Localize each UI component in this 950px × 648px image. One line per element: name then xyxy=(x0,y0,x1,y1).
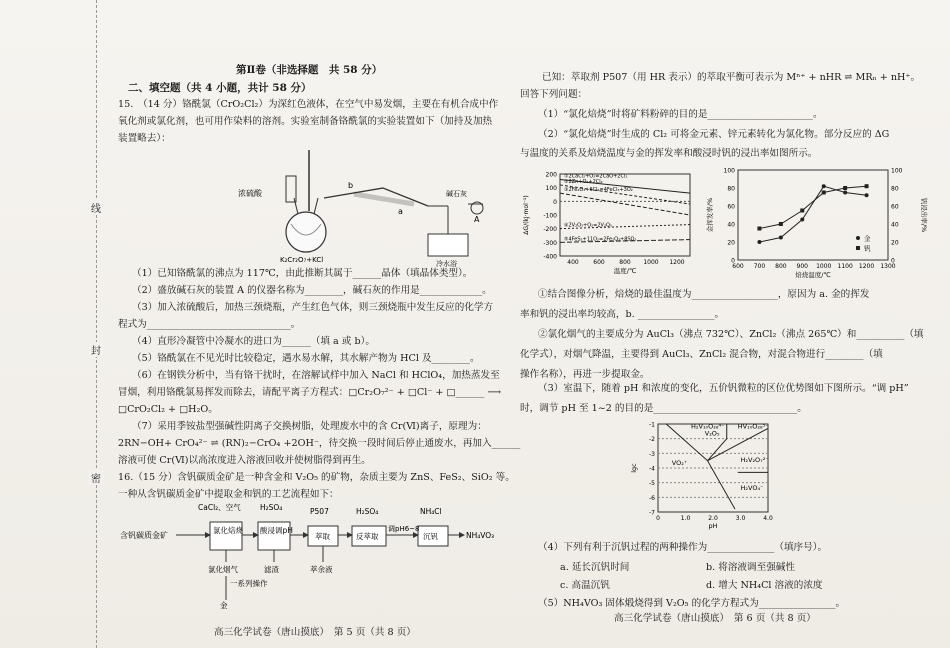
y-tick-label: -1 xyxy=(649,421,655,429)
flow-box-label: 氯化焙烧 xyxy=(213,526,243,535)
y2-tick-label: 80 xyxy=(891,185,899,193)
y-tick-label: 20 xyxy=(727,239,735,247)
y-axis-label: 金挥发率/% xyxy=(706,197,714,233)
x-axis-label: 焙烧温度/℃ xyxy=(795,271,831,279)
given-line: 已知：萃取剂 P507（用 HR 表示）的萃取平衡可表示为 Mⁿ⁺ + nHR ⇌ MRₙ + nH⁺。 xyxy=(542,72,921,83)
y-tick-label: 0 xyxy=(553,198,557,206)
x-tick-label: 800 xyxy=(775,263,787,270)
flow-output: 滤渣 xyxy=(264,565,279,574)
data-point xyxy=(843,191,847,195)
x-tick-label: 600 xyxy=(593,259,605,266)
region-label: HV₁₀O₂₈⁵⁻ xyxy=(737,422,769,431)
flow-box-label: 酸浸调pH xyxy=(260,526,293,535)
flow-product: NH₄VO₃ xyxy=(466,531,495,540)
label-ice: 冷水浴 xyxy=(436,260,457,268)
x-tick-label: 3.0 xyxy=(735,515,746,522)
y-tick-label: -2 xyxy=(649,436,655,444)
q15-line: 氧化剂或氯化剂，也可用作染料的溶剂。实验室制备铬酰氯的实验装置如下（加持及加热 xyxy=(118,116,493,127)
series-line xyxy=(759,186,866,242)
q15-part: □CrO₂Cl₂ + □H₂O。 xyxy=(118,404,218,415)
flow-reagent: NH₄Cl xyxy=(420,507,442,516)
q15-part: （3）加入浓硫酸后，加热三颈烧瓶，产生红色气体，则三颈烧瓶中发生反应的化学方 xyxy=(132,302,494,313)
region-label: V₂O₅ xyxy=(704,429,720,438)
q15-part: （4）直形冷凝管中冷凝水的进口为______（填 a 或 b）。 xyxy=(132,336,375,347)
series-label: ③2Fe₂O₃+6Cl₂=4FeCl₃+3O₂ xyxy=(564,187,633,194)
x-tick-label: 700 xyxy=(753,263,766,270)
data-point xyxy=(800,218,804,222)
legend-label: 金 xyxy=(864,234,871,243)
apparatus-diagram xyxy=(178,146,488,266)
q16-part: （3）室温下，随着 pH 和浓度的变化，五价钒微粒的区位优势图如下图所示。“调 pH” xyxy=(538,383,909,394)
q15-part: （2）盛放碱石灰的装置 A 的仪器名称为________，碱石灰的作用是_____________。 xyxy=(132,285,492,296)
given-line: 回答下列问题： xyxy=(520,89,588,100)
option-d: d. 增大 NH₄Cl 溶液的浓度 xyxy=(706,580,823,591)
flow-box-label: 反萃取 xyxy=(356,532,379,541)
flow-reagent: H₂SO₄ xyxy=(260,503,283,512)
region-label: H₂VO₄⁻ xyxy=(740,484,764,492)
y2-tick-label: 60 xyxy=(891,203,899,211)
q16-part: 化学式），对烟气降温，主要得到 AuCl₃、ZnCl₂ 混合物，对混合物进行________（填 xyxy=(520,349,883,360)
y-tick-label: -100 xyxy=(543,212,557,220)
x-tick-label: 600 xyxy=(732,263,744,270)
y-tick-label: -4 xyxy=(649,465,655,473)
label-b: b xyxy=(348,181,354,190)
vanadium-predominance-chart xyxy=(630,418,790,536)
y-axis-label: lgc xyxy=(630,463,638,473)
q16-line: 16.（15 分）含钒碳质金矿是一种含金和 V₂O₅ 的矿物，杂质主要为 ZnS、FeS₂、SiO₂ 等。 xyxy=(118,472,515,483)
x-tick-label: 900 xyxy=(796,263,809,270)
data-point xyxy=(800,209,804,213)
flow-series-op: 一系列操作 xyxy=(230,579,268,588)
q15-part: 程式为______________________________。 xyxy=(118,319,301,330)
data-point xyxy=(865,193,869,197)
flow-step-ph: 调pH6~8 xyxy=(388,525,420,533)
page-footer-right: 高三化学试卷（唐山摸底） 第 6 页（共 8 页） xyxy=(614,613,816,624)
x-tick-label: 1.0 xyxy=(680,515,691,522)
flow-output: 氯化烟气 xyxy=(208,565,238,574)
process-flow-diagram xyxy=(118,500,495,610)
ice-bath xyxy=(428,234,468,256)
x-tick-label: 1200 xyxy=(858,263,875,270)
series-label: ④2V₂O₃+O₂=2V₂O₅ xyxy=(564,222,612,229)
y-tick-label: -300 xyxy=(543,239,557,247)
q15-part: （5）铬酰氯在不见光时比较稳定，遇水易水解，其水解产物为 HCl 及________。 xyxy=(132,353,480,364)
legend-marker xyxy=(856,246,860,250)
label-A: A xyxy=(474,215,480,224)
flow-gold: 金 xyxy=(220,601,228,610)
series-line xyxy=(560,193,690,215)
x-tick-label: 1000 xyxy=(816,263,832,270)
x-tick-label: 0 xyxy=(656,515,660,522)
legend-marker xyxy=(856,236,860,240)
q15-part: 2RN−OH+ CrO₄²⁻ ⇌ (RN)₂−CrO₄ +2OH⁻，待交换一段时间后停止通废水，再加入______ xyxy=(118,438,521,449)
y-tick-label: 60 xyxy=(727,203,735,211)
q16-part: ②氯化烟气的主要成分为 AuCl₃（沸点 732℃）、ZnCl₂（沸点 265℃）和__________（填 xyxy=(538,329,924,340)
data-point xyxy=(779,236,783,240)
y-axis-label: ΔG/(kJ·mol⁻¹) xyxy=(523,195,530,235)
q15-part: 溶液可使 Cr(Ⅵ)以高浓度进入溶液回收并使树脂得到再生。 xyxy=(118,455,371,466)
option-b: b. 将溶液调至强碱性 xyxy=(706,562,795,573)
region-label: VO₂⁺ xyxy=(671,459,688,468)
y-tick-label: 200 xyxy=(545,171,557,179)
q16-part: （2）“氯化焙烧”时生成的 Cl₂ 可将金元素、锌元素转化为氯化物。部分反应的 ΔG xyxy=(538,129,890,140)
flow-output: 萃余液 xyxy=(310,565,333,574)
option-c: c. 高温沉钒 xyxy=(560,580,610,591)
series-label: ①2CaCl₂+O₂=2CaO+2Cl₂ xyxy=(564,173,628,180)
label-lime: 碱石灰 xyxy=(446,190,467,198)
y-tick-label: -5 xyxy=(649,480,655,488)
y2-tick-label: 100 xyxy=(891,167,903,175)
q16-part: （1）“氯化焙烧”时将矿料粉碎的目的是______________________。 xyxy=(538,109,823,120)
y2-tick-label: 20 xyxy=(891,239,899,247)
q15-part: （6）在钢铁分析中，当有铬干扰时，在溶解试样中加入 NaCl 和 HClO₄，加热蒸发至 xyxy=(132,370,500,381)
y-tick-label: 100 xyxy=(545,185,557,193)
q16-part: （5）NH₄VO₃ 固体煅烧得到 V₂O₅ 的化学方程式为________________。 xyxy=(538,598,846,609)
q16-line: 一种从含钒碳质金矿中提取金和钒的工艺流程如下： xyxy=(118,489,339,500)
y-tick-label: 80 xyxy=(727,185,735,193)
data-point xyxy=(843,186,847,190)
q15-line: 装置略去）： xyxy=(118,133,171,144)
page-footer-left: 高三化学试卷（唐山摸底） 第 5 页（共 8 页） xyxy=(214,627,416,638)
q16-part: 与温度的关系及焙烧温度与金的挥发率和酸浸时钒的浸出率如图所示。 xyxy=(520,148,818,159)
y-tick-label: -6 xyxy=(649,494,655,502)
q16-part: 率和钒的浸出率均较高，b. ________________。 xyxy=(520,309,725,320)
x-axis-label: 温度/℃ xyxy=(613,267,637,275)
q15-part: （7）采用季铵盐型强碱性阴离子交换树脂，处理废水中的含 Cr(Ⅵ)离子，原理为： xyxy=(132,421,487,432)
three-neck-flask xyxy=(286,212,326,252)
series-label: ⑤4FeS₂+11O₂=2Fe₂O₃+8SO₂ xyxy=(564,236,637,243)
x-tick-label: 4.0 xyxy=(763,515,773,522)
x-tick-label: 800 xyxy=(619,259,631,266)
y-tick-label: -400 xyxy=(543,253,557,261)
label-flask: K₂Cr₂O₇+KCl xyxy=(280,256,324,264)
y-tick-label: -3 xyxy=(649,450,655,458)
flow-reagent: H₂SO₄ xyxy=(356,507,379,516)
data-point xyxy=(822,191,826,195)
data-point xyxy=(779,222,783,226)
region-label: H₂V₁₀O₂₈⁴⁻ xyxy=(691,422,725,431)
x-tick-label: 400 xyxy=(567,259,579,266)
x-tick-label: 2.0 xyxy=(708,515,718,522)
binding-line xyxy=(96,0,98,648)
x-tick-label: 1300 xyxy=(880,263,896,270)
section-title: 第Ⅱ卷（非选择题 共 58 分） xyxy=(236,64,383,76)
x-axis-label: pH xyxy=(708,522,718,530)
condenser xyxy=(354,194,414,204)
y-tick-label: 0 xyxy=(731,257,735,265)
q16-part: ①结合图像分析，焙烧的最佳温度为__________________，原因为 a. 金的挥发 xyxy=(538,289,870,300)
x-tick-label: 1200 xyxy=(669,259,685,266)
flow-box-label: 沉钒 xyxy=(423,532,438,541)
y-tick-label: -7 xyxy=(649,509,655,517)
q15-part: 冒烟，利用铬酰氯易挥发而除去，请配平离子方程式：□Cr₂O₇²⁻ + □Cl⁻ + □______ ⟶ xyxy=(118,387,502,398)
flow-reagent: CaCl₂、空气 xyxy=(198,503,241,512)
q15-part: （1）已知铬酰氯的沸点为 117℃，由此推断其属于______晶体（填晶体类型）。 xyxy=(132,268,473,279)
y2-axis-label: 钒浸出率/% xyxy=(920,197,928,233)
roast-temp-chart xyxy=(704,162,928,284)
delta-g-chart xyxy=(520,166,700,282)
q16-part: 时，调节 pH 至 1~2 的目的是______________________________。 xyxy=(520,403,807,414)
q16-part: 操作名称），再进一步提取金。 xyxy=(520,369,650,380)
data-point xyxy=(757,240,761,244)
x-tick-label: 1100 xyxy=(837,263,853,270)
flow-box-label: 萃取 xyxy=(315,532,330,541)
label-acid: 浓硫酸 xyxy=(238,189,262,198)
label-a: a xyxy=(398,207,403,216)
q16-part: （4）下列有利于沉钒过程的两种操作为______________（填序号）。 xyxy=(538,542,828,553)
y2-tick-label: 0 xyxy=(891,257,895,265)
flow-start: 含钒碳质金矿 xyxy=(120,531,168,540)
y-tick-label: -200 xyxy=(543,226,557,234)
y-tick-label: 40 xyxy=(727,221,735,229)
data-point xyxy=(822,184,826,188)
series-line xyxy=(759,186,866,228)
data-point xyxy=(757,227,761,231)
region-label: H₂V₂O₇²⁻ xyxy=(740,456,769,465)
legend-label: 钒 xyxy=(864,244,871,253)
y-tick-label: 100 xyxy=(723,167,735,175)
option-a: a. 延长沉钒时间 xyxy=(560,562,630,573)
data-point xyxy=(865,184,869,188)
binding-label-seal: 封 xyxy=(88,342,104,357)
series-label: ②2Zn+O₂+2Cl₂ xyxy=(564,178,603,185)
section-subtitle: 二、填空题（共 4 小题，共计 58 分） xyxy=(128,82,312,94)
y2-tick-label: 40 xyxy=(891,221,899,229)
q15-line: 15. （14 分）铬酰氯（CrO₂Cl₂）为深红色液体，在空气中易发烟，主要在有机合成中作 xyxy=(118,99,499,110)
binding-label-secret: 密 xyxy=(88,470,104,485)
x-tick-label: 1000 xyxy=(643,259,659,266)
flow-reagent: P507 xyxy=(310,507,329,516)
binding-label-line: 线 xyxy=(88,200,104,215)
